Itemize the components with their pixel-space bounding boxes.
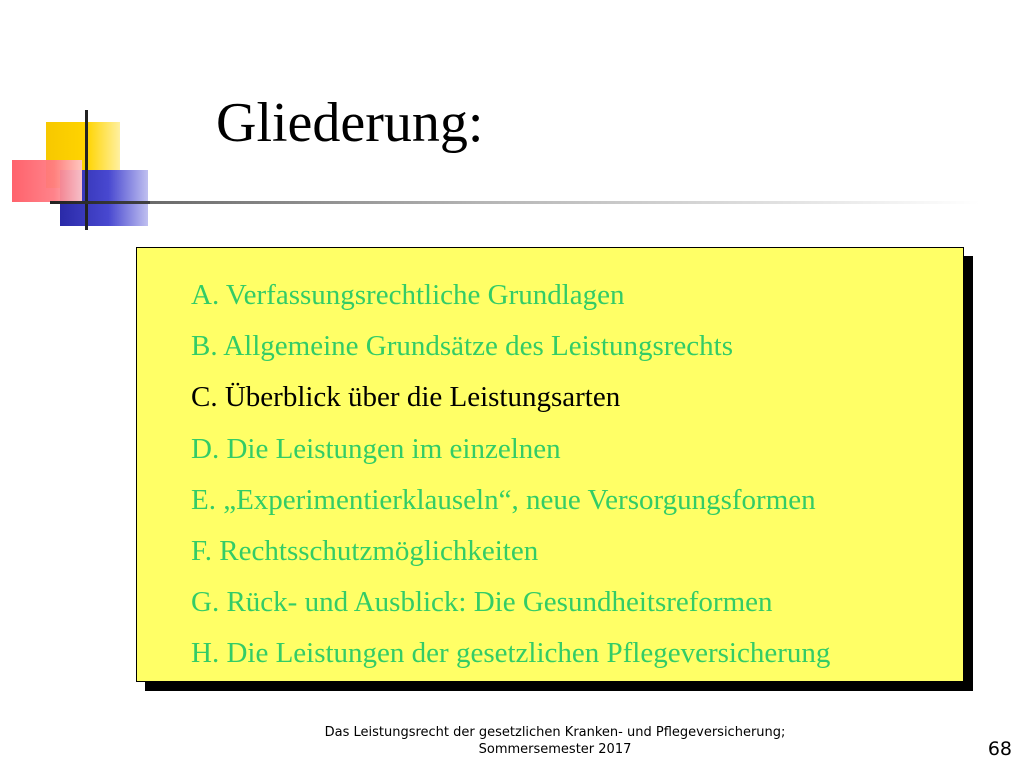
- footer-line-1: Das Leistungsrecht der gesetzlichen Kranken- und Pflegeversicherung;: [324, 725, 786, 740]
- agenda-item-c: C. Überblick über die Leistungsarten: [191, 381, 621, 414]
- agenda-item-f: F. Rechtsschutzmöglichkeiten: [191, 535, 539, 568]
- page-number: 68: [987, 738, 1012, 760]
- agenda-item-d: D. Die Leistungen im einzelnen: [191, 432, 561, 465]
- footer-line-2: Sommersemester 2017: [478, 742, 632, 757]
- logo-vertical-line: [85, 110, 88, 230]
- logo-red-square: [12, 160, 82, 202]
- agenda-item-g: G. Rück- und Ausblick: Die Gesundheitsreformen: [191, 586, 773, 619]
- slide-footer: [230, 724, 880, 758]
- slide-title: Gliederung:: [216, 92, 484, 154]
- agenda-box: [136, 247, 964, 682]
- agenda-item-e: E. „Experimentierklauseln“, neue Versorgungsformen: [191, 483, 816, 516]
- agenda-item-a: A. Verfassungsrechtliche Grundlagen: [191, 279, 625, 311]
- agenda-list: [191, 270, 830, 680]
- agenda-item-b: B. Allgemeine Grundsätze des Leistungsrechts: [191, 330, 734, 363]
- decorative-logo: [0, 0, 200, 240]
- title-underline: [150, 201, 980, 204]
- agenda-item-h: H. Die Leistungen der gesetzlichen Pflegeversicherung: [191, 637, 831, 670]
